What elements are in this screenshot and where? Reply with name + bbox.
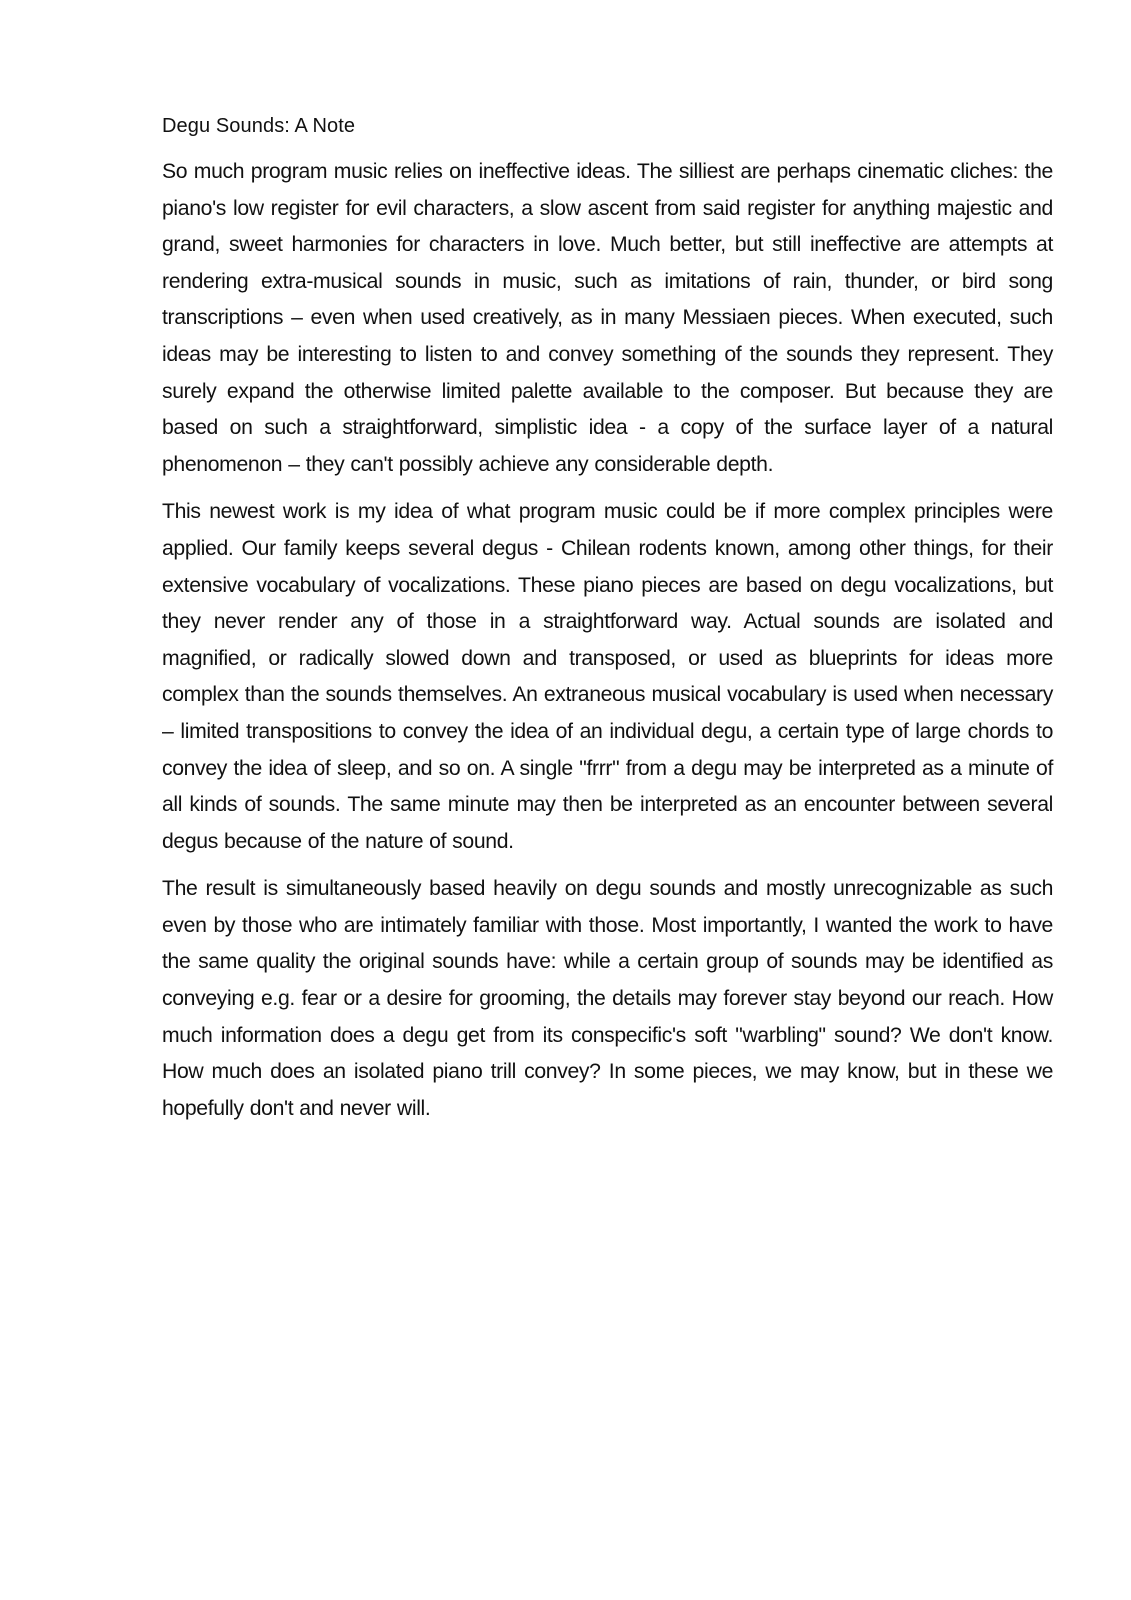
document-page [162, 112, 1053, 1138]
paragraph-new-work: This newest work is my idea of what program music could be if more complex principles were applied. Our family keeps several degus - Chilean rodents known, among other things, for their extensive vocabulary of vocalizations. These piano pieces are based on degu vocalizations, but they never render any of those in a straightforward way. Actual sounds are isolated and magnified, or radically slowed down and transposed, or used as blueprints for ideas more complex than the sounds themselves. An extraneous musical vocabulary is used when necessary – limited transpositions to convey the idea of an individual degu, a certain type of large chords to convey the idea of sleep, and so on. A single "frrr" from a degu may be interpreted as a minute of all kinds of sounds. The same minute may then be interpreted as an encounter between several degus because of the nature of sound. [162, 500, 1053, 853]
document-title: Degu Sounds: A Note [162, 115, 356, 137]
paragraph-intro: So much program music relies on ineffective ideas. The silliest are perhaps cinematic cliches: the piano's low register for evil characters, a slow ascent from said register for anything majestic and grand, sweet harmonies for characters in love. Much better, but still ineffective are attempts at rendering extra-musical sounds in music, such as imitations of rain, thunder, or bird song transcriptions – even when used creatively, as in many Messiaen pieces. When executed, such ideas may be interesting to listen to and convey something of the sounds they represent. They surely expand the otherwise limited palette available to the composer. But because they are based on such a straightforward, simplistic idea - a copy of the surface layer of a natural phenomenon – they can't possibly achieve any considerable depth. [162, 160, 1053, 476]
paragraph-result: The result is simultaneously based heavily on degu sounds and mostly unrecognizable as such even by those who are intimately familiar with those. Most importantly, I wanted the work to have the same quality the original sounds have: while a certain group of sounds may be identified as conveying e.g. fear or a desire for grooming, the details may forever stay beyond our reach. How much information does a degu get from its conspecific's soft "warbling" sound? We don't know. How much does an isolated piano trill convey? In some pieces, we may know, but in these we hopefully don't and never will. [162, 877, 1053, 1120]
